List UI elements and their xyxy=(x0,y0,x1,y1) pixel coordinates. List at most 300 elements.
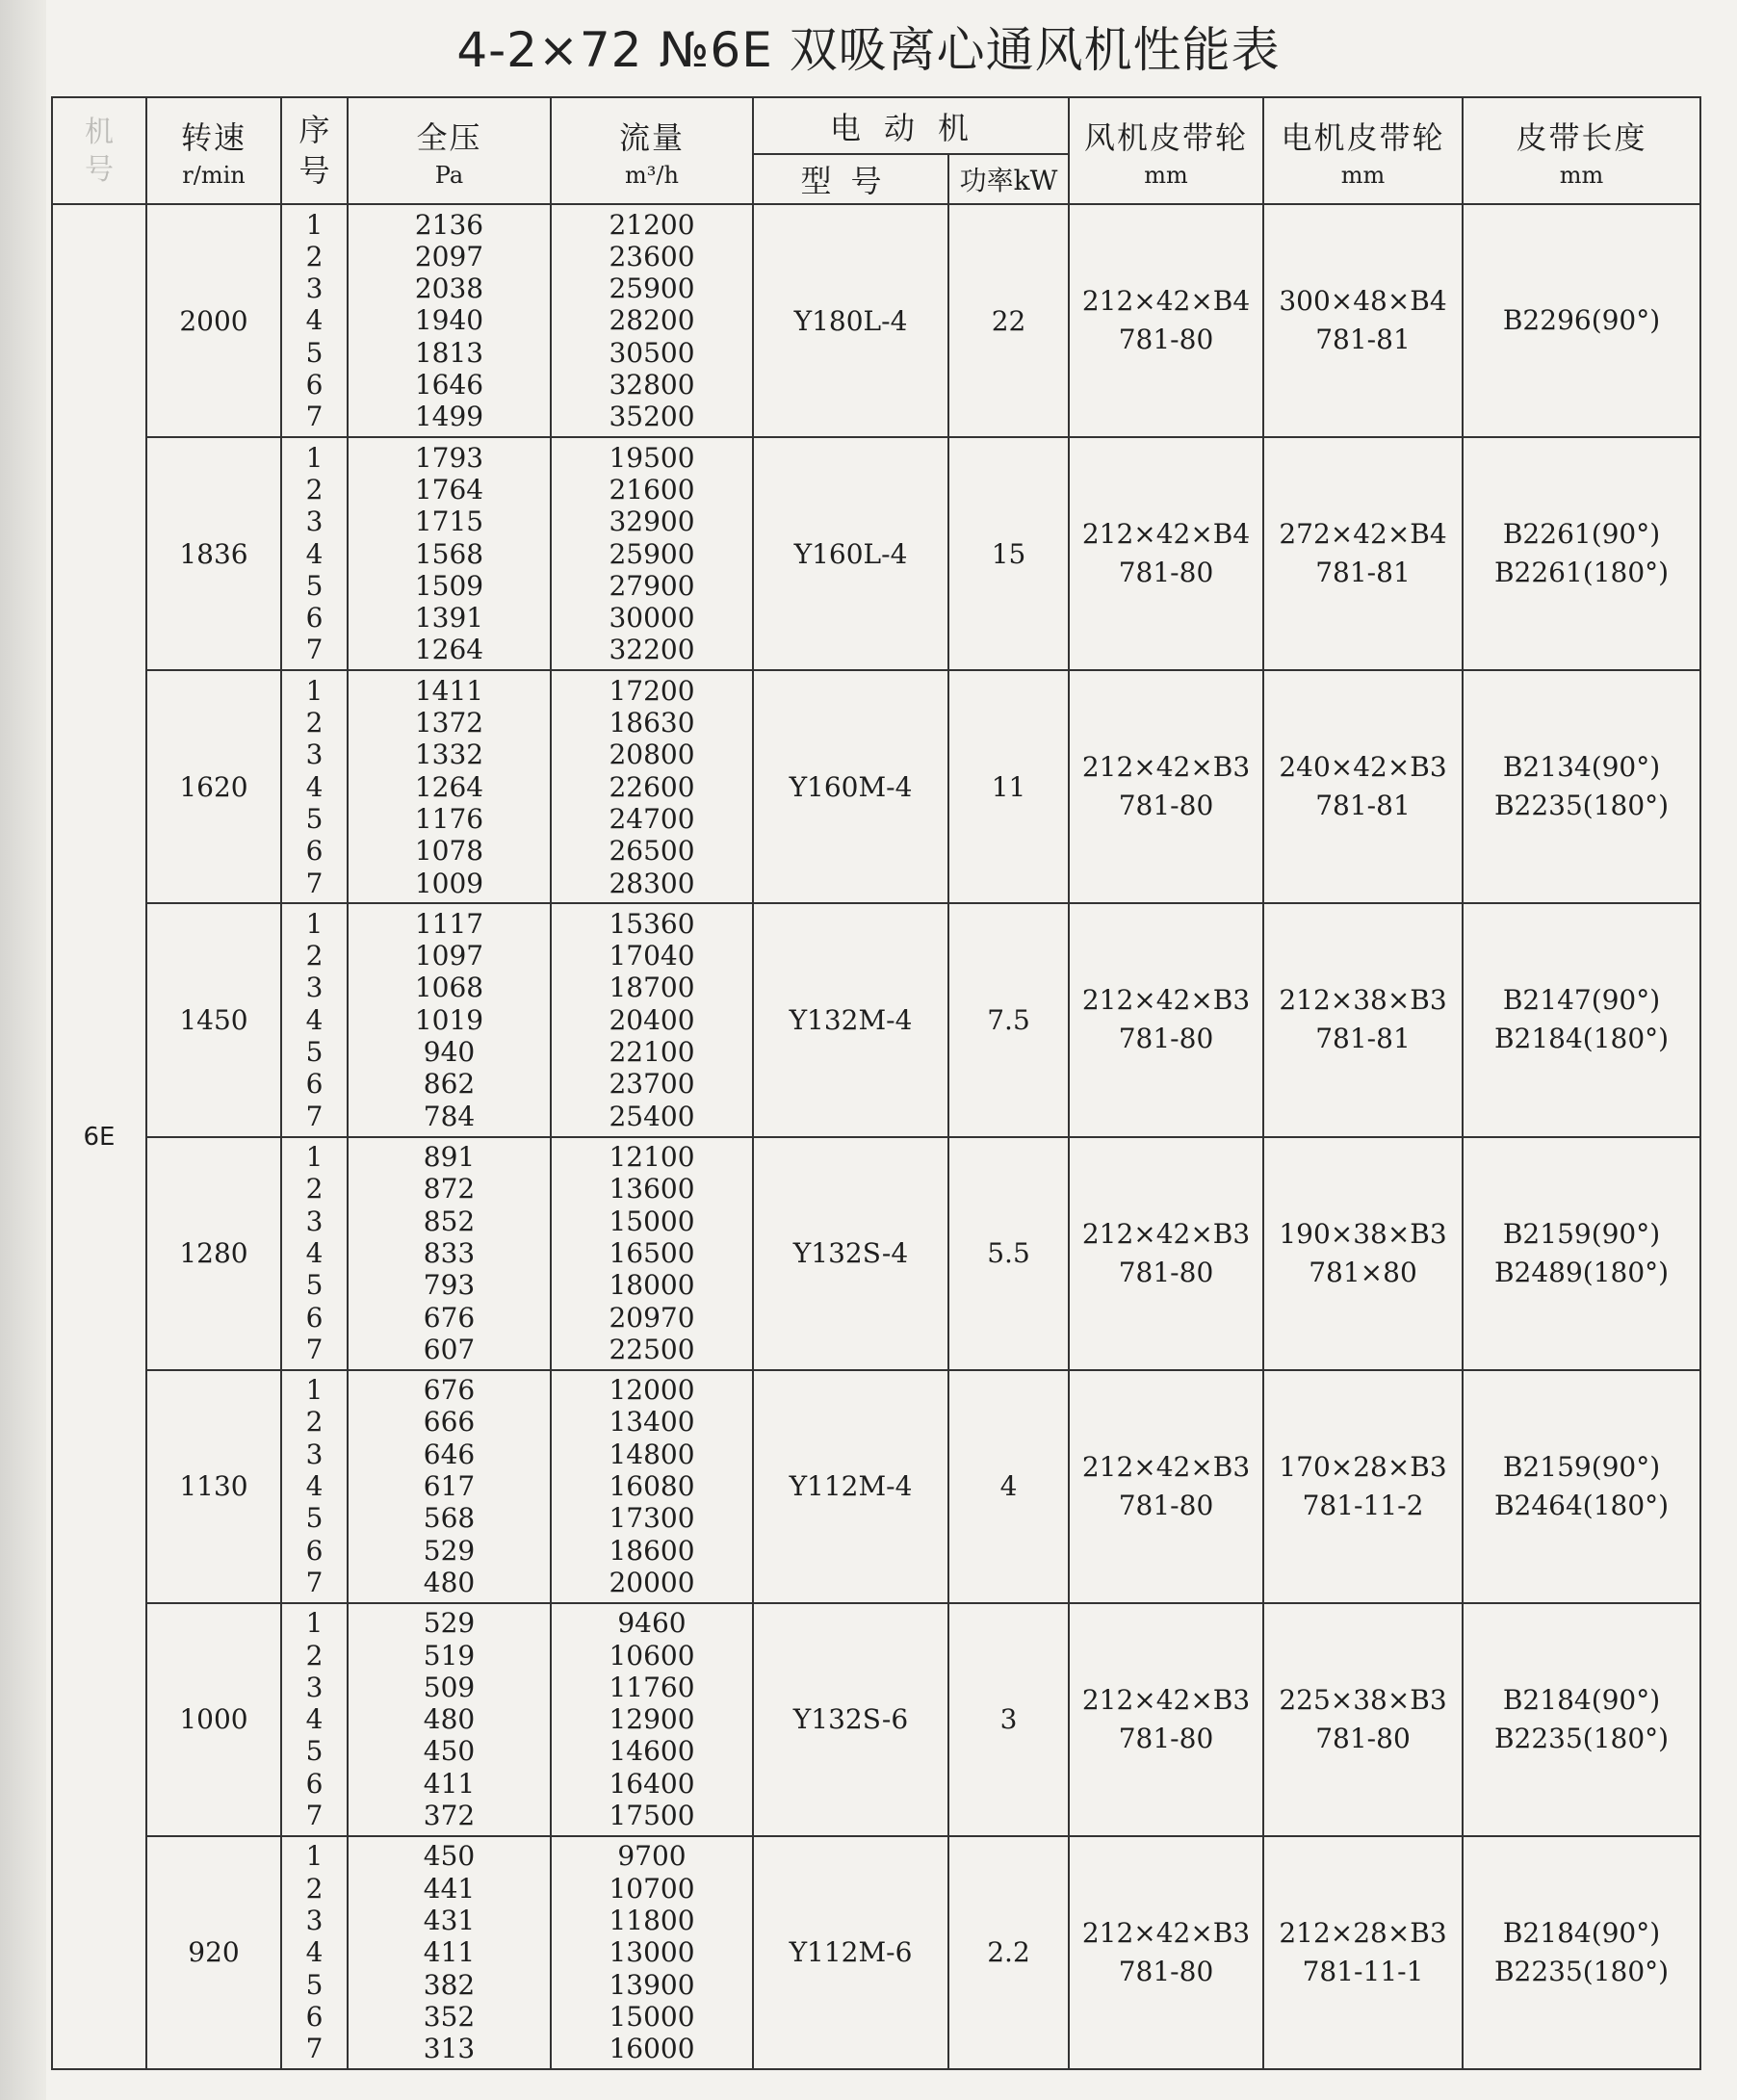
pressure-cell-value: 607 xyxy=(423,1333,476,1365)
seq-cell-value: 5 xyxy=(305,1735,324,1768)
table-row xyxy=(52,437,1700,670)
pressure-cell-value: 1940 xyxy=(414,304,484,337)
flow-cell-value: 20970 xyxy=(609,1301,695,1334)
seq-cell-value: 4 xyxy=(305,304,324,337)
seq-cell-value: 5 xyxy=(305,1036,324,1069)
flow-cell-value: 18700 xyxy=(609,972,695,1004)
belt-length-cell xyxy=(1463,903,1700,1136)
pressure-cell-value: 1332 xyxy=(414,739,484,771)
seq-cell-value: 1 xyxy=(305,441,324,474)
seq-cell-value: 1 xyxy=(305,1374,324,1407)
machine-no-cell: 6E xyxy=(52,204,146,2069)
belt-length-cell xyxy=(1463,1370,1700,1603)
flow-cell-value: 15360 xyxy=(609,907,695,940)
seq-cell-value: 4 xyxy=(305,770,324,803)
fan-pulley-cell xyxy=(1069,903,1263,1136)
speed-cell: 1000 xyxy=(146,1603,281,1836)
header-seq-label: 序号 xyxy=(298,111,332,189)
seq-cell-value: 4 xyxy=(305,1703,324,1736)
pressure-cell-value: 480 xyxy=(423,1566,476,1598)
seq-cell-value: 3 xyxy=(305,1205,324,1237)
flow-cell xyxy=(551,1137,753,1370)
header-model-no-label: 机号 xyxy=(85,115,116,187)
pressure-cell-value: 617 xyxy=(423,1470,476,1503)
fan-pulley-cell xyxy=(1069,1603,1263,1836)
seq-cell-value: 7 xyxy=(305,1566,324,1598)
seq-cell xyxy=(281,903,348,1136)
belt-length-cell-value: B2184(90°) xyxy=(1502,1916,1661,1949)
pressure-cell-value: 1019 xyxy=(414,1003,484,1036)
pressure-cell-value: 450 xyxy=(423,1840,476,1873)
belt-length-cell-value: B2147(90°) xyxy=(1502,984,1661,1017)
header-motor-pulley-unit: mm xyxy=(1340,161,1386,189)
flow-cell-value: 20000 xyxy=(609,1566,695,1598)
seq-cell-value: 1 xyxy=(305,208,324,241)
seq-cell xyxy=(281,1603,348,1836)
belt-length-cell xyxy=(1463,1603,1700,1836)
pressure-cell-value: 1509 xyxy=(414,569,484,602)
belt-length-cell-value: B2159(90°) xyxy=(1502,1217,1661,1250)
pressure-cell xyxy=(348,1370,551,1603)
flow-cell-value: 22500 xyxy=(609,1333,695,1365)
pressure-cell-value: 441 xyxy=(423,1872,476,1905)
page-title: 4-2×72 №6E 双吸离心通风机性能表 xyxy=(456,22,1281,78)
performance-table xyxy=(51,96,1701,2070)
pressure-cell xyxy=(348,903,551,1136)
fan-pulley-cell-value: 781-80 xyxy=(1118,790,1214,822)
belt-length-cell-value: B2464(180°) xyxy=(1493,1489,1670,1521)
fan-pulley-cell-value: 212×42×B4 xyxy=(1081,518,1251,551)
header-pressure-unit: Pa xyxy=(434,161,464,189)
seq-cell-value: 7 xyxy=(305,1333,324,1365)
header-seq xyxy=(281,97,348,204)
pressure-cell-value: 1009 xyxy=(414,867,484,899)
seq-cell-value: 7 xyxy=(305,1800,324,1832)
seq-cell xyxy=(281,1137,348,1370)
header-pressure-label: 全压 xyxy=(416,118,482,156)
motor-type-cell: Y112M-4 xyxy=(753,1370,948,1603)
motor-power-cell: 4 xyxy=(948,1370,1069,1603)
motor-pulley-cell-value: 781-81 xyxy=(1315,790,1411,822)
flow-cell-value: 16080 xyxy=(609,1470,695,1503)
pressure-cell-value: 509 xyxy=(423,1671,476,1703)
seq-cell-value: 4 xyxy=(305,1936,324,1969)
seq-cell-value: 4 xyxy=(305,537,324,570)
motor-power-cell: 22 xyxy=(948,204,1069,437)
fan-pulley-cell xyxy=(1069,1370,1263,1603)
seq-cell-value: 7 xyxy=(305,401,324,433)
header-belt-length xyxy=(1463,97,1700,204)
flow-cell-value: 21200 xyxy=(609,208,695,241)
seq-cell-value: 1 xyxy=(305,1840,324,1873)
flow-cell-value: 20800 xyxy=(609,739,695,771)
motor-type-cell: Y132S-6 xyxy=(753,1603,948,1836)
header-motor-power xyxy=(948,154,1069,204)
flow-cell-value: 17500 xyxy=(609,1800,695,1832)
fan-pulley-cell-value: 781-80 xyxy=(1118,1256,1214,1288)
flow-cell xyxy=(551,1603,753,1836)
belt-length-cell-value: B2235(180°) xyxy=(1493,790,1670,822)
header-speed-unit: r/min xyxy=(182,161,246,189)
flow-cell-value: 23700 xyxy=(609,1068,695,1101)
flow-cell-value: 18000 xyxy=(609,1269,695,1302)
fan-pulley-cell-value: 212×42×B3 xyxy=(1081,1683,1251,1716)
flow-cell-value: 9460 xyxy=(617,1607,687,1640)
motor-pulley-cell-value: 781-11-2 xyxy=(1302,1489,1424,1521)
flow-cell-value: 25900 xyxy=(609,272,695,305)
seq-cell-value: 6 xyxy=(305,1767,324,1800)
fan-pulley-cell-value: 212×42×B3 xyxy=(1081,1450,1251,1483)
motor-power-cell: 5.5 xyxy=(948,1137,1069,1370)
pressure-cell-value: 519 xyxy=(423,1639,476,1672)
flow-cell-value: 20400 xyxy=(609,1003,695,1036)
flow-cell-value: 16000 xyxy=(609,2033,695,2065)
pressure-cell-value: 2038 xyxy=(414,272,484,305)
pressure-cell-value: 382 xyxy=(423,1968,476,2001)
seq-cell-value: 2 xyxy=(305,240,324,272)
pressure-cell xyxy=(348,670,551,903)
motor-power-cell: 7.5 xyxy=(948,903,1069,1136)
header-row-1 xyxy=(52,97,1700,154)
motor-type-cell: Y180L-4 xyxy=(753,204,948,437)
pressure-cell-value: 1499 xyxy=(414,401,484,433)
header-fan-pulley xyxy=(1069,97,1263,204)
flow-cell-value: 11760 xyxy=(609,1671,695,1703)
speed-cell: 1620 xyxy=(146,670,281,903)
table-row xyxy=(52,903,1700,1136)
flow-cell-value: 11800 xyxy=(609,1904,695,1936)
seq-cell xyxy=(281,1370,348,1603)
seq-cell-value: 5 xyxy=(305,1968,324,2001)
pressure-cell-value: 372 xyxy=(423,1800,476,1832)
fan-pulley-cell xyxy=(1069,670,1263,903)
table-row xyxy=(52,204,1700,437)
motor-pulley-cell xyxy=(1263,903,1463,1136)
motor-power-cell: 2.2 xyxy=(948,1836,1069,2069)
fan-pulley-cell-value: 212×42×B3 xyxy=(1081,751,1251,784)
seq-cell-value: 6 xyxy=(305,1534,324,1567)
header-pressure xyxy=(348,97,551,204)
seq-cell-value: 1 xyxy=(305,907,324,940)
flow-cell-value: 28300 xyxy=(609,867,695,899)
flow-cell-value: 10700 xyxy=(609,1872,695,1905)
seq-cell-value: 1 xyxy=(305,674,324,707)
motor-type-cell: Y112M-6 xyxy=(753,1836,948,2069)
seq-cell-value: 1 xyxy=(305,1607,324,1640)
motor-pulley-cell-value: 272×42×B4 xyxy=(1279,518,1447,551)
motor-pulley-cell xyxy=(1263,1137,1463,1370)
flow-cell-value: 32200 xyxy=(609,634,695,666)
flow-cell-value: 9700 xyxy=(617,1840,687,1873)
header-motor-power-label: 功率kW xyxy=(959,165,1058,196)
flow-cell-value: 13900 xyxy=(609,1968,695,2001)
belt-length-cell-value: B2261(90°) xyxy=(1502,518,1661,551)
fan-pulley-cell xyxy=(1069,1137,1263,1370)
pressure-cell-value: 450 xyxy=(423,1735,476,1768)
flow-cell-value: 14600 xyxy=(609,1735,695,1768)
header-motor-label: 电动机 xyxy=(830,109,993,146)
motor-pulley-cell xyxy=(1263,437,1463,670)
flow-cell-value: 13000 xyxy=(609,1936,695,1969)
seq-cell-value: 2 xyxy=(305,940,324,972)
seq-cell-value: 3 xyxy=(305,1904,324,1936)
pressure-cell-value: 1372 xyxy=(414,707,484,739)
pressure-cell-value: 431 xyxy=(423,1904,476,1936)
pressure-cell-value: 529 xyxy=(423,1607,476,1640)
motor-pulley-cell-value: 300×48×B4 xyxy=(1279,285,1447,318)
motor-pulley-cell-value: 781×80 xyxy=(1309,1256,1417,1288)
pressure-cell xyxy=(348,1137,551,1370)
pressure-cell-value: 1764 xyxy=(414,473,484,506)
flow-cell xyxy=(551,670,753,903)
table-row xyxy=(52,1370,1700,1603)
flow-cell-value: 22100 xyxy=(609,1036,695,1069)
fan-pulley-cell xyxy=(1069,437,1263,670)
speed-cell: 920 xyxy=(146,1836,281,2069)
seq-cell-value: 2 xyxy=(305,1872,324,1905)
seq-cell-value: 4 xyxy=(305,1003,324,1036)
motor-type-cell: Y160L-4 xyxy=(753,437,948,670)
belt-length-cell-value: B2489(180°) xyxy=(1493,1256,1670,1288)
pressure-cell-value: 1078 xyxy=(414,835,484,868)
belt-length-cell-value: B2261(180°) xyxy=(1493,557,1670,589)
pressure-cell-value: 1813 xyxy=(414,336,484,369)
header-belt-length-label: 皮带长度 xyxy=(1516,118,1647,156)
header-flow xyxy=(551,97,753,204)
header-model-no xyxy=(52,97,146,204)
flow-cell-value: 17200 xyxy=(609,674,695,707)
seq-cell-value: 3 xyxy=(305,1671,324,1703)
flow-cell-value: 18630 xyxy=(609,707,695,739)
pressure-cell-value: 676 xyxy=(423,1301,476,1334)
header-motor-type-label: 型号 xyxy=(800,163,901,199)
seq-cell-value: 6 xyxy=(305,602,324,635)
header-flow-label: 流量 xyxy=(618,118,685,156)
motor-pulley-cell-value: 240×42×B3 xyxy=(1279,751,1447,784)
seq-cell-value: 6 xyxy=(305,2000,324,2033)
flow-cell xyxy=(551,1836,753,2069)
speed-cell: 1836 xyxy=(146,437,281,670)
fan-pulley-cell-value: 781-80 xyxy=(1118,324,1214,356)
belt-length-cell-value: B2134(90°) xyxy=(1502,751,1661,784)
header-flow-unit: m³/h xyxy=(625,161,679,189)
flow-cell-value: 25900 xyxy=(609,537,695,570)
pressure-cell-value: 793 xyxy=(423,1269,476,1302)
flow-cell-value: 13400 xyxy=(609,1406,695,1439)
pressure-cell-value: 940 xyxy=(423,1036,476,1069)
seq-cell-value: 2 xyxy=(305,1639,324,1672)
seq-cell-value: 6 xyxy=(305,1301,324,1334)
pressure-cell-value: 1411 xyxy=(414,674,484,707)
flow-cell-value: 17040 xyxy=(609,940,695,972)
pressure-cell-value: 2097 xyxy=(414,240,484,272)
flow-cell-value: 26500 xyxy=(609,835,695,868)
pressure-cell-value: 1715 xyxy=(414,506,484,538)
motor-pulley-cell-value: 190×38×B3 xyxy=(1279,1217,1447,1250)
flow-cell xyxy=(551,903,753,1136)
motor-type-cell: Y132M-4 xyxy=(753,903,948,1136)
pressure-cell xyxy=(348,1603,551,1836)
header-speed-label: 转速 xyxy=(180,118,246,156)
table-row xyxy=(52,1836,1700,2069)
seq-cell-value: 6 xyxy=(305,369,324,401)
pressure-cell-value: 1391 xyxy=(414,602,484,635)
fan-pulley-cell xyxy=(1069,1836,1263,2069)
table-row xyxy=(52,1137,1700,1370)
pressure-cell-value: 891 xyxy=(423,1141,476,1174)
flow-cell-value: 13600 xyxy=(609,1173,695,1206)
flow-cell-value: 19500 xyxy=(609,441,695,474)
flow-cell-value: 21600 xyxy=(609,473,695,506)
flow-cell-value: 15000 xyxy=(609,1205,695,1237)
motor-power-cell: 3 xyxy=(948,1603,1069,1836)
motor-pulley-cell xyxy=(1263,1370,1463,1603)
seq-cell-value: 2 xyxy=(305,707,324,739)
header-motor-pulley-label: 电机皮带轮 xyxy=(1281,118,1445,156)
fan-pulley-cell-value: 781-80 xyxy=(1118,557,1214,589)
pressure-cell-value: 568 xyxy=(423,1502,476,1535)
header-speed xyxy=(146,97,281,204)
belt-length-cell xyxy=(1463,204,1700,437)
header-motor-pulley xyxy=(1263,97,1463,204)
speed-cell: 1280 xyxy=(146,1137,281,1370)
seq-cell-value: 6 xyxy=(305,1068,324,1101)
seq-cell xyxy=(281,204,348,437)
seq-cell-value: 5 xyxy=(305,569,324,602)
belt-length-cell xyxy=(1463,1137,1700,1370)
motor-power-cell: 11 xyxy=(948,670,1069,903)
pressure-cell-value: 1097 xyxy=(414,940,484,972)
pressure-cell xyxy=(348,204,551,437)
motor-pulley-cell-value: 781-81 xyxy=(1315,557,1411,589)
fan-pulley-cell-value: 781-80 xyxy=(1118,1955,1214,1987)
fan-pulley-cell-value: 212×42×B3 xyxy=(1081,1916,1251,1949)
pressure-cell-value: 480 xyxy=(423,1703,476,1736)
seq-cell-value: 3 xyxy=(305,1438,324,1470)
flow-cell xyxy=(551,204,753,437)
pressure-cell-value: 784 xyxy=(423,1100,476,1132)
belt-length-cell xyxy=(1463,1836,1700,2069)
flow-cell-value: 35200 xyxy=(609,401,695,433)
seq-cell-value: 4 xyxy=(305,1470,324,1503)
motor-pulley-cell-value: 781-80 xyxy=(1315,1722,1411,1754)
pressure-cell-value: 1117 xyxy=(414,907,484,940)
pressure-cell-value: 411 xyxy=(423,1936,476,1969)
seq-cell xyxy=(281,437,348,670)
table-row xyxy=(52,670,1700,903)
motor-type-cell: Y160M-4 xyxy=(753,670,948,903)
seq-cell-value: 3 xyxy=(305,506,324,538)
pressure-cell-value: 1793 xyxy=(414,441,484,474)
seq-cell xyxy=(281,1836,348,2069)
flow-cell-value: 24700 xyxy=(609,802,695,835)
flow-cell-value: 28200 xyxy=(609,304,695,337)
pressure-cell-value: 872 xyxy=(423,1173,476,1206)
pressure-cell-value: 862 xyxy=(423,1068,476,1101)
page-edge-shadow xyxy=(0,0,46,2100)
pressure-cell-value: 1646 xyxy=(414,369,484,401)
pressure-cell-value: 666 xyxy=(423,1406,476,1439)
belt-length-cell-value: B2235(180°) xyxy=(1493,1955,1670,1987)
seq-cell-value: 5 xyxy=(305,1502,324,1535)
flow-cell xyxy=(551,437,753,670)
header-fan-pulley-label: 风机皮带轮 xyxy=(1084,118,1249,156)
pressure-cell-value: 2136 xyxy=(414,208,484,241)
seq-cell-value: 7 xyxy=(305,634,324,666)
flow-cell-value: 30500 xyxy=(609,336,695,369)
header-belt-length-unit: mm xyxy=(1559,161,1604,189)
seq-cell-value: 5 xyxy=(305,336,324,369)
header-fan-pulley-unit: mm xyxy=(1144,161,1188,189)
flow-cell-value: 16400 xyxy=(609,1767,695,1800)
belt-length-cell-value: B2235(180°) xyxy=(1493,1722,1670,1754)
seq-cell-value: 3 xyxy=(305,739,324,771)
pressure-cell-value: 313 xyxy=(423,2033,476,2065)
fan-pulley-cell-value: 212×42×B4 xyxy=(1081,285,1251,318)
motor-pulley-cell xyxy=(1263,204,1463,437)
motor-pulley-cell xyxy=(1263,1836,1463,2069)
seq-cell-value: 2 xyxy=(305,1406,324,1439)
header-motor-type xyxy=(753,154,948,204)
flow-cell-value: 12900 xyxy=(609,1703,695,1736)
seq-cell-value: 6 xyxy=(305,835,324,868)
seq-cell-value: 5 xyxy=(305,802,324,835)
flow-cell-value: 16500 xyxy=(609,1236,695,1269)
motor-pulley-cell-value: 212×38×B3 xyxy=(1279,984,1447,1017)
motor-pulley-cell-value: 781-81 xyxy=(1315,1023,1411,1055)
belt-length-cell xyxy=(1463,437,1700,670)
table-row xyxy=(52,1603,1700,1836)
fan-pulley-cell-value: 781-80 xyxy=(1118,1489,1214,1521)
belt-length-cell-value: B2296(90°) xyxy=(1502,304,1661,337)
motor-pulley-cell-value: 781-11-1 xyxy=(1302,1955,1424,1987)
motor-power-cell: 15 xyxy=(948,437,1069,670)
speed-cell: 1130 xyxy=(146,1370,281,1603)
seq-cell-value: 7 xyxy=(305,867,324,899)
flow-cell-value: 32900 xyxy=(609,506,695,538)
pressure-cell-value: 1176 xyxy=(414,802,484,835)
pressure-cell-value: 411 xyxy=(423,1767,476,1800)
motor-pulley-cell xyxy=(1263,1603,1463,1836)
flow-cell-value: 32800 xyxy=(609,369,695,401)
flow-cell-value: 14800 xyxy=(609,1438,695,1470)
speed-cell: 2000 xyxy=(146,204,281,437)
flow-cell-value: 10600 xyxy=(609,1639,695,1672)
pressure-cell-value: 646 xyxy=(423,1438,476,1470)
speed-cell: 1450 xyxy=(146,903,281,1136)
pressure-cell-value: 1264 xyxy=(414,770,484,803)
pressure-cell-value: 529 xyxy=(423,1534,476,1567)
motor-pulley-cell-value: 225×38×B3 xyxy=(1279,1683,1447,1716)
pressure-cell-value: 1568 xyxy=(414,537,484,570)
flow-cell-value: 25400 xyxy=(609,1100,695,1132)
belt-length-cell-value: B2159(90°) xyxy=(1502,1450,1661,1483)
table-body xyxy=(52,204,1700,2069)
fan-pulley-cell-value: 212×42×B3 xyxy=(1081,984,1251,1017)
fan-pulley-cell xyxy=(1069,204,1263,437)
belt-length-cell-value: B2184(90°) xyxy=(1502,1683,1661,1716)
flow-cell-value: 12100 xyxy=(609,1141,695,1174)
seq-cell xyxy=(281,670,348,903)
belt-length-cell-value: B2184(180°) xyxy=(1493,1023,1670,1055)
pressure-cell-value: 676 xyxy=(423,1374,476,1407)
flow-cell-value: 30000 xyxy=(609,602,695,635)
motor-pulley-cell-value: 212×28×B3 xyxy=(1279,1916,1447,1949)
flow-cell-value: 17300 xyxy=(609,1502,695,1535)
seq-cell-value: 3 xyxy=(305,272,324,305)
motor-pulley-cell-value: 170×28×B3 xyxy=(1279,1450,1447,1483)
seq-cell-value: 4 xyxy=(305,1236,324,1269)
